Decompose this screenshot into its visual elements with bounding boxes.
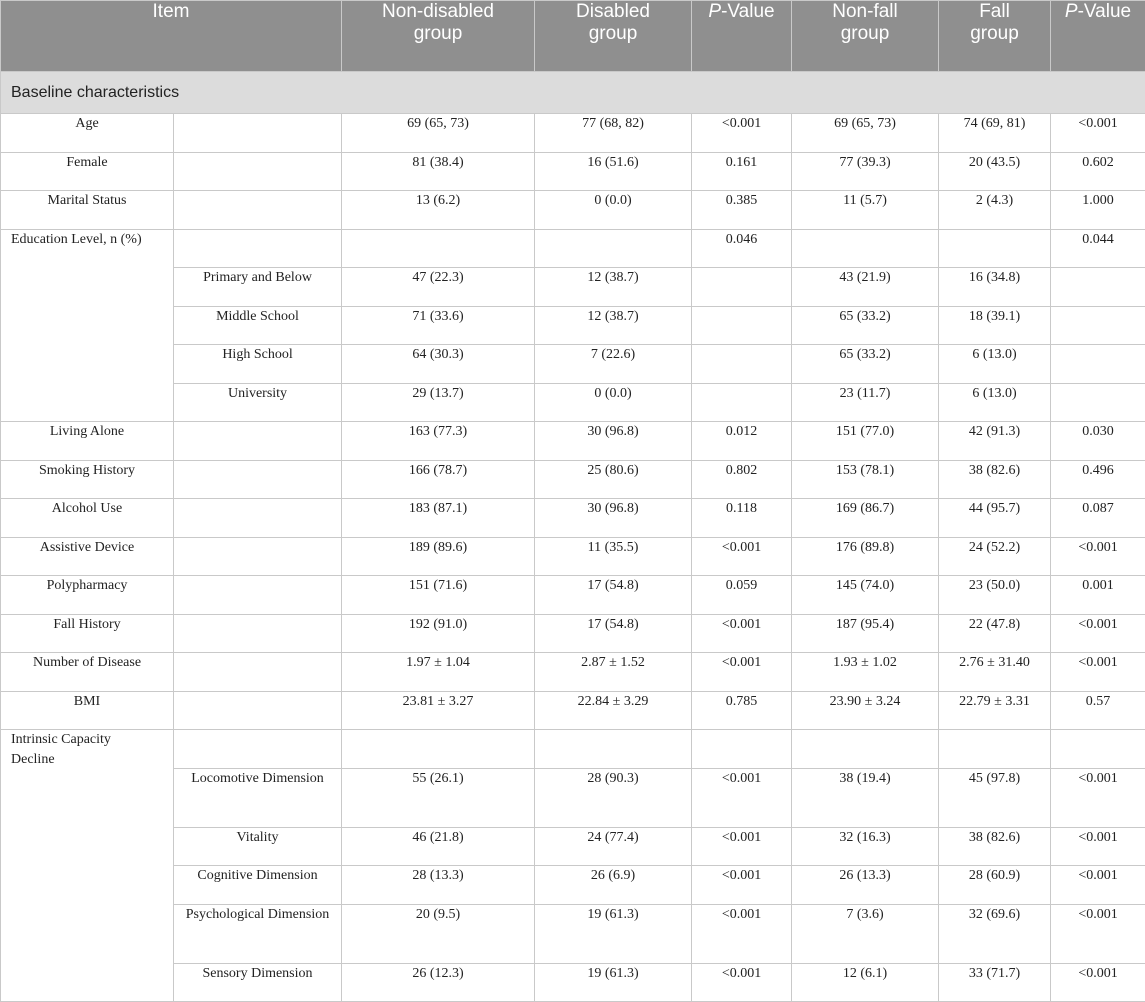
cell-p-value-fall: <0.001 bbox=[1051, 827, 1145, 866]
cell-p-value-disability: 0.118 bbox=[692, 499, 792, 538]
cell-p-value-fall: 0.496 bbox=[1051, 460, 1145, 499]
cell-disabled: 22.84 ± 3.29 bbox=[535, 691, 692, 730]
cell-disabled: 7 (22.6) bbox=[535, 345, 692, 384]
cell-non-disabled: 55 (26.1) bbox=[342, 768, 535, 827]
cell-non-fall: 151 (77.0) bbox=[792, 422, 939, 461]
cell-non-fall: 38 (19.4) bbox=[792, 768, 939, 827]
row-item: Smoking History bbox=[1, 460, 174, 499]
cell-non-disabled bbox=[342, 229, 535, 268]
cell-non-fall: 187 (95.4) bbox=[792, 614, 939, 653]
cell-fall: 16 (34.8) bbox=[939, 268, 1051, 307]
cell-disabled: 12 (38.7) bbox=[535, 268, 692, 307]
row-item: Number of Disease bbox=[1, 653, 174, 692]
cell-non-disabled: 46 (21.8) bbox=[342, 827, 535, 866]
row-item: Age bbox=[1, 114, 174, 153]
cell-disabled: 19 (61.3) bbox=[535, 963, 692, 1002]
table-row bbox=[1, 537, 1145, 576]
cell-p-value-fall: 0.044 bbox=[1051, 229, 1145, 268]
row-item: Fall History bbox=[1, 614, 174, 653]
cell-non-disabled: 47 (22.3) bbox=[342, 268, 535, 307]
cell-non-fall: 145 (74.0) bbox=[792, 576, 939, 615]
row-item: Assistive Device bbox=[1, 537, 174, 576]
cell-non-fall: 26 (13.3) bbox=[792, 866, 939, 905]
cell-non-disabled: 29 (13.7) bbox=[342, 383, 535, 422]
row-subitem: High School bbox=[174, 345, 342, 384]
table-row bbox=[1, 576, 1145, 615]
cell-p-value-disability: 0.785 bbox=[692, 691, 792, 730]
cell-p-value-disability bbox=[692, 730, 792, 769]
cell-non-fall bbox=[792, 229, 939, 268]
cell-p-value-fall: 0.57 bbox=[1051, 691, 1145, 730]
table-row bbox=[1, 653, 1145, 692]
cell-fall: 42 (91.3) bbox=[939, 422, 1051, 461]
cell-non-fall: 23.90 ± 3.24 bbox=[792, 691, 939, 730]
table-row bbox=[1, 152, 1145, 191]
row-item: Alcohol Use bbox=[1, 499, 174, 538]
cell-disabled: 17 (54.8) bbox=[535, 576, 692, 615]
cell-non-disabled: 28 (13.3) bbox=[342, 866, 535, 905]
cell-non-fall: 153 (78.1) bbox=[792, 460, 939, 499]
cell-non-disabled: 166 (78.7) bbox=[342, 460, 535, 499]
cell-p-value-disability: <0.001 bbox=[692, 614, 792, 653]
cell-non-disabled: 20 (9.5) bbox=[342, 904, 535, 963]
cell-non-disabled: 163 (77.3) bbox=[342, 422, 535, 461]
cell-p-value-fall: 0.001 bbox=[1051, 576, 1145, 615]
cell-non-fall: 32 (16.3) bbox=[792, 827, 939, 866]
cell-fall: 45 (97.8) bbox=[939, 768, 1051, 827]
cell-p-value-disability: 0.012 bbox=[692, 422, 792, 461]
cell-fall: 6 (13.0) bbox=[939, 345, 1051, 384]
row-subitem: Middle School bbox=[174, 306, 342, 345]
cell-non-fall: 43 (21.9) bbox=[792, 268, 939, 307]
row-subitem bbox=[174, 576, 342, 615]
cell-disabled: 28 (90.3) bbox=[535, 768, 692, 827]
row-item: Female bbox=[1, 152, 174, 191]
cell-fall: 32 (69.6) bbox=[939, 904, 1051, 963]
cell-disabled bbox=[535, 730, 692, 769]
cell-non-fall: 23 (11.7) bbox=[792, 383, 939, 422]
table-row bbox=[1, 114, 1145, 153]
cell-disabled: 24 (77.4) bbox=[535, 827, 692, 866]
cell-p-value-disability: <0.001 bbox=[692, 866, 792, 905]
cell-p-value-disability: <0.001 bbox=[692, 653, 792, 692]
cell-p-value-fall: <0.001 bbox=[1051, 866, 1145, 905]
cell-p-value-disability bbox=[692, 268, 792, 307]
cell-p-value-fall bbox=[1051, 306, 1145, 345]
row-subitem bbox=[174, 460, 342, 499]
row-item-education: Education Level, n (%) bbox=[1, 229, 174, 422]
cell-non-fall: 7 (3.6) bbox=[792, 904, 939, 963]
header-row bbox=[1, 1, 1145, 72]
header-fall: Fall group bbox=[939, 1, 1051, 72]
row-item: Polypharmacy bbox=[1, 576, 174, 615]
cell-p-value-disability: <0.001 bbox=[692, 537, 792, 576]
cell-non-disabled: 192 (91.0) bbox=[342, 614, 535, 653]
cell-non-disabled bbox=[342, 730, 535, 769]
cell-disabled: 2.87 ± 1.52 bbox=[535, 653, 692, 692]
cell-disabled: 25 (80.6) bbox=[535, 460, 692, 499]
header-p-value-fall: P-Value bbox=[1051, 1, 1145, 72]
cell-fall bbox=[939, 229, 1051, 268]
row-subitem bbox=[174, 653, 342, 692]
cell-non-disabled: 13 (6.2) bbox=[342, 191, 535, 230]
cell-p-value-disability bbox=[692, 345, 792, 384]
section-title: Baseline characteristics bbox=[1, 72, 1145, 114]
table-row bbox=[1, 229, 1145, 268]
cell-fall: 28 (60.9) bbox=[939, 866, 1051, 905]
cell-disabled: 12 (38.7) bbox=[535, 306, 692, 345]
cell-non-disabled: 189 (89.6) bbox=[342, 537, 535, 576]
cell-non-disabled: 26 (12.3) bbox=[342, 963, 535, 1002]
cell-p-value-fall: <0.001 bbox=[1051, 653, 1145, 692]
cell-p-value-fall: <0.001 bbox=[1051, 114, 1145, 153]
cell-non-disabled: 183 (87.1) bbox=[342, 499, 535, 538]
cell-fall: 38 (82.6) bbox=[939, 460, 1051, 499]
cell-p-value-fall bbox=[1051, 730, 1145, 769]
cell-non-disabled: 69 (65, 73) bbox=[342, 114, 535, 153]
cell-non-fall: 12 (6.1) bbox=[792, 963, 939, 1002]
table-row bbox=[1, 614, 1145, 653]
cell-disabled: 16 (51.6) bbox=[535, 152, 692, 191]
cell-fall: 23 (50.0) bbox=[939, 576, 1051, 615]
row-subitem bbox=[174, 229, 342, 268]
cell-disabled: 77 (68, 82) bbox=[535, 114, 692, 153]
cell-p-value-disability bbox=[692, 383, 792, 422]
header-item: Item bbox=[1, 1, 342, 72]
cell-p-value-disability: <0.001 bbox=[692, 963, 792, 1002]
row-subitem bbox=[174, 114, 342, 153]
row-subitem bbox=[174, 691, 342, 730]
cell-non-disabled: 64 (30.3) bbox=[342, 345, 535, 384]
row-subitem bbox=[174, 422, 342, 461]
cell-non-disabled: 1.97 ± 1.04 bbox=[342, 653, 535, 692]
row-subitem bbox=[174, 537, 342, 576]
row-subitem bbox=[174, 730, 342, 769]
cell-fall: 24 (52.2) bbox=[939, 537, 1051, 576]
cell-non-fall: 176 (89.8) bbox=[792, 537, 939, 576]
row-subitem: University bbox=[174, 383, 342, 422]
row-subitem bbox=[174, 614, 342, 653]
cell-p-value-fall: <0.001 bbox=[1051, 537, 1145, 576]
cell-non-fall: 1.93 ± 1.02 bbox=[792, 653, 939, 692]
table-row bbox=[1, 691, 1145, 730]
cell-disabled: 30 (96.8) bbox=[535, 499, 692, 538]
cell-p-value-fall: <0.001 bbox=[1051, 904, 1145, 963]
cell-p-value-fall: 0.030 bbox=[1051, 422, 1145, 461]
row-subitem bbox=[174, 499, 342, 538]
cell-p-value-disability: 0.802 bbox=[692, 460, 792, 499]
cell-non-disabled: 23.81 ± 3.27 bbox=[342, 691, 535, 730]
cell-non-disabled: 71 (33.6) bbox=[342, 306, 535, 345]
cell-p-value-fall: 0.602 bbox=[1051, 152, 1145, 191]
cell-fall: 33 (71.7) bbox=[939, 963, 1051, 1002]
cell-disabled: 26 (6.9) bbox=[535, 866, 692, 905]
cell-fall: 22.79 ± 3.31 bbox=[939, 691, 1051, 730]
header-p-value-disability: P-Value bbox=[692, 1, 792, 72]
cell-non-fall: 69 (65, 73) bbox=[792, 114, 939, 153]
cell-fall: 2.76 ± 31.40 bbox=[939, 653, 1051, 692]
cell-p-value-fall bbox=[1051, 268, 1145, 307]
cell-disabled: 0 (0.0) bbox=[535, 383, 692, 422]
cell-non-fall: 65 (33.2) bbox=[792, 345, 939, 384]
table-row bbox=[1, 499, 1145, 538]
cell-p-value-disability: 0.385 bbox=[692, 191, 792, 230]
cell-non-fall: 11 (5.7) bbox=[792, 191, 939, 230]
row-item: BMI bbox=[1, 691, 174, 730]
row-subitem: Primary and Below bbox=[174, 268, 342, 307]
cell-disabled: 17 (54.8) bbox=[535, 614, 692, 653]
header-non-fall: Non-fall group bbox=[792, 1, 939, 72]
cell-fall: 74 (69, 81) bbox=[939, 114, 1051, 153]
cell-p-value-fall: <0.001 bbox=[1051, 614, 1145, 653]
cell-disabled: 30 (96.8) bbox=[535, 422, 692, 461]
row-subitem: Vitality bbox=[174, 827, 342, 866]
cell-non-disabled: 81 (38.4) bbox=[342, 152, 535, 191]
cell-p-value-disability bbox=[692, 306, 792, 345]
row-item: Marital Status bbox=[1, 191, 174, 230]
cell-fall: 38 (82.6) bbox=[939, 827, 1051, 866]
cell-non-fall: 65 (33.2) bbox=[792, 306, 939, 345]
cell-fall bbox=[939, 730, 1051, 769]
cell-p-value-disability: <0.001 bbox=[692, 904, 792, 963]
cell-disabled: 11 (35.5) bbox=[535, 537, 692, 576]
row-item: Living Alone bbox=[1, 422, 174, 461]
cell-disabled: 19 (61.3) bbox=[535, 904, 692, 963]
cell-non-fall: 169 (86.7) bbox=[792, 499, 939, 538]
cell-fall: 2 (4.3) bbox=[939, 191, 1051, 230]
table-row bbox=[1, 730, 1145, 769]
cell-p-value-fall: 1.000 bbox=[1051, 191, 1145, 230]
table-row bbox=[1, 191, 1145, 230]
cell-fall: 18 (39.1) bbox=[939, 306, 1051, 345]
table-row bbox=[1, 422, 1145, 461]
cell-p-value-disability: 0.161 bbox=[692, 152, 792, 191]
row-subitem bbox=[174, 191, 342, 230]
row-subitem bbox=[174, 152, 342, 191]
cell-disabled bbox=[535, 229, 692, 268]
cell-p-value-fall bbox=[1051, 345, 1145, 384]
cell-fall: 20 (43.5) bbox=[939, 152, 1051, 191]
row-item-intrinsic-capacity: Intrinsic Capacity Decline bbox=[1, 730, 174, 1002]
cell-p-value-disability: 0.059 bbox=[692, 576, 792, 615]
cell-p-value-disability: <0.001 bbox=[692, 768, 792, 827]
row-subitem: Psychological Dimension bbox=[174, 904, 342, 963]
cell-p-value-disability: <0.001 bbox=[692, 827, 792, 866]
cell-p-value-fall: <0.001 bbox=[1051, 768, 1145, 827]
row-subitem: Cognitive Dimension bbox=[174, 866, 342, 905]
row-subitem: Locomotive Dimension bbox=[174, 768, 342, 827]
cell-p-value-fall: 0.087 bbox=[1051, 499, 1145, 538]
row-subitem: Sensory Dimension bbox=[174, 963, 342, 1002]
table-row bbox=[1, 460, 1145, 499]
cell-fall: 22 (47.8) bbox=[939, 614, 1051, 653]
cell-p-value-disability: 0.046 bbox=[692, 229, 792, 268]
cell-non-fall: 77 (39.3) bbox=[792, 152, 939, 191]
header-non-disabled: Non-disabled group bbox=[342, 1, 535, 72]
header-disabled: Disabled group bbox=[535, 1, 692, 72]
cell-p-value-fall bbox=[1051, 383, 1145, 422]
cell-disabled: 0 (0.0) bbox=[535, 191, 692, 230]
cell-non-fall bbox=[792, 730, 939, 769]
cell-p-value-fall: <0.001 bbox=[1051, 963, 1145, 1002]
cell-fall: 6 (13.0) bbox=[939, 383, 1051, 422]
cell-p-value-disability: <0.001 bbox=[692, 114, 792, 153]
cell-fall: 44 (95.7) bbox=[939, 499, 1051, 538]
cell-non-disabled: 151 (71.6) bbox=[342, 576, 535, 615]
section-row bbox=[1, 72, 1145, 114]
